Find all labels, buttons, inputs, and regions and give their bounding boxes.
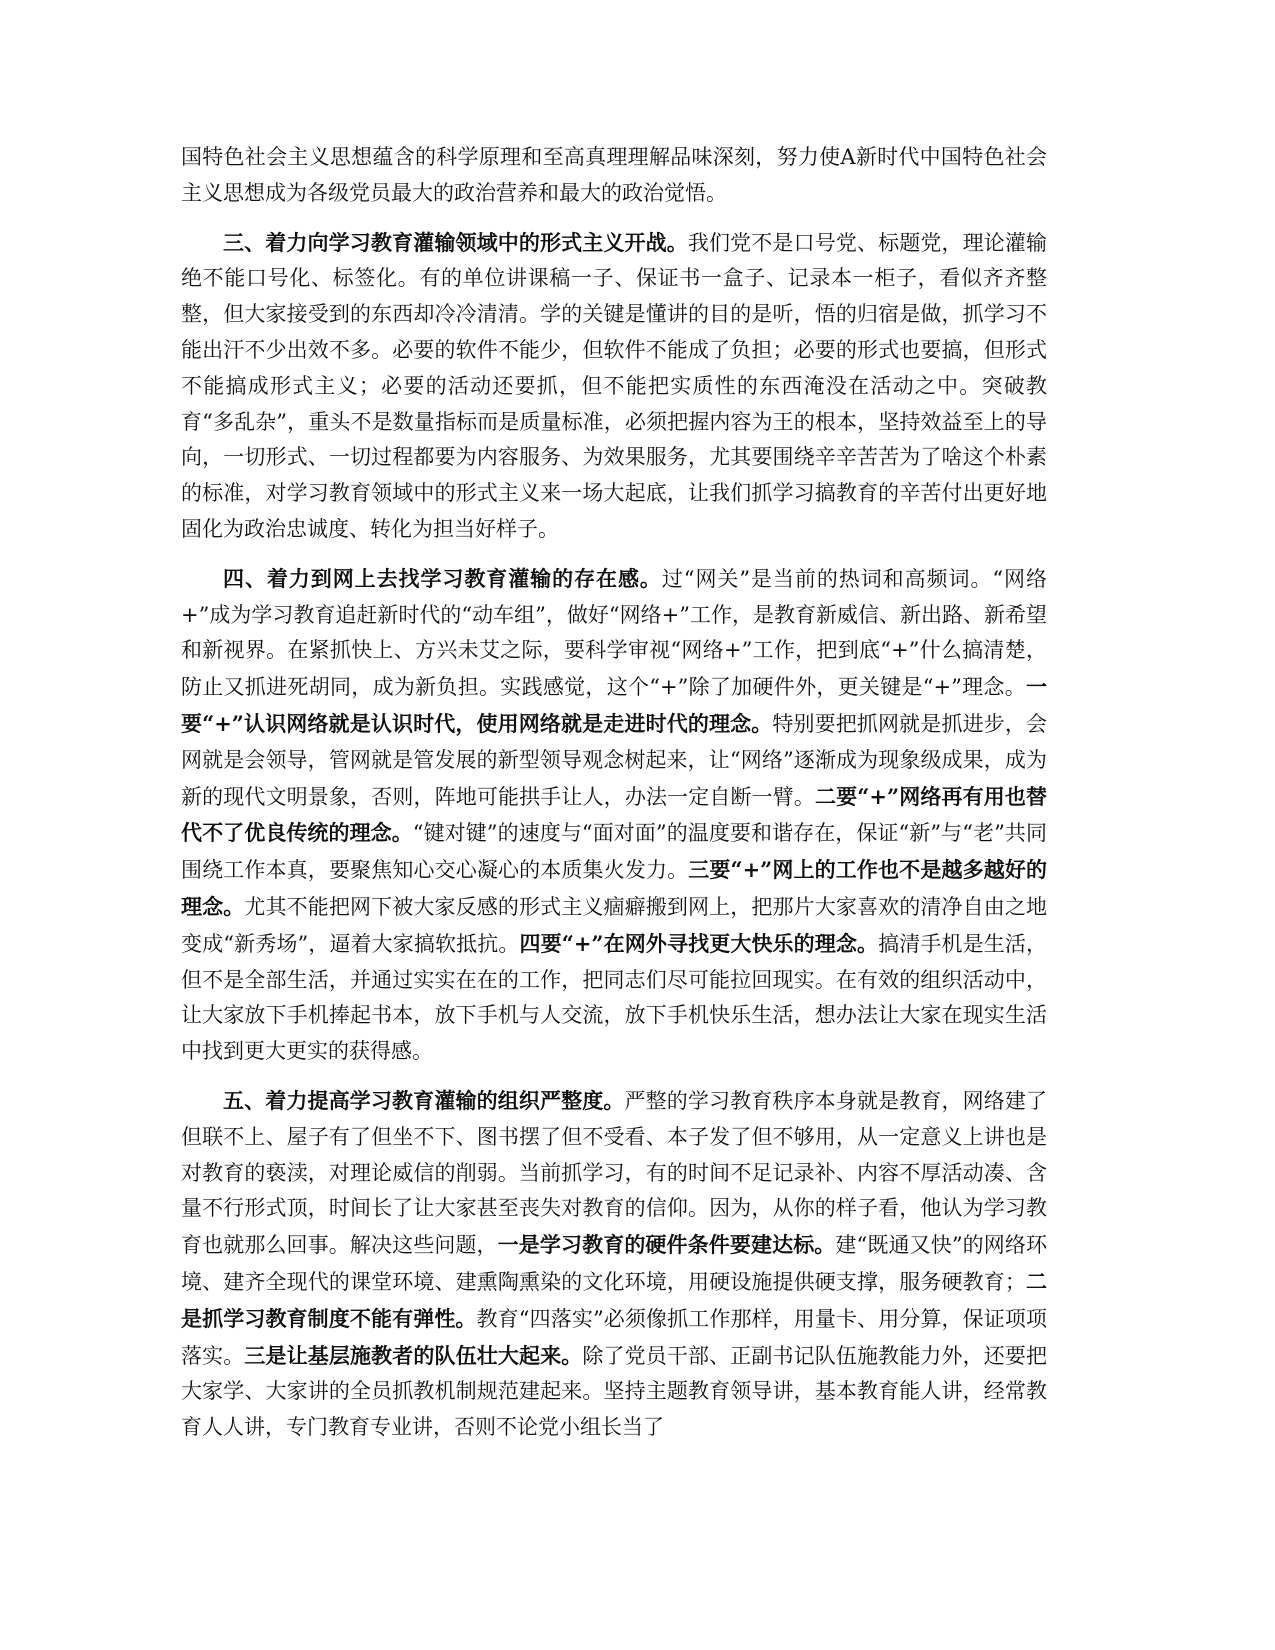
bold-point-one: 一是学习教育的硬件条件要建达标。: [497, 1232, 836, 1258]
bold-point-two: 二要“+”网络再有用也替代不了优良传统的理念。: [181, 783, 1047, 846]
paragraph-text: 建“既通又快”的网络环境、建齐全现代的课堂环境、建熏陶熏染的文化环境，用硬设施提供硬支撑，服务硬教育；: [181, 1233, 1047, 1294]
bold-point-three: 三是让基层施教者的队伍壮大起来。: [244, 1342, 583, 1368]
bold-point-two: 二是抓学习教育制度不能有弹性。: [181, 1268, 1047, 1331]
paragraph-text: 严整的学习教育秩序本身就是教育，网络建了但联不上、屋子有了但坐不下、图书摆了但不受看、本子发了但不够用，从一定意义上讲也是对教育的亵渎，对理论威信的削弱。当前抓学习，有的时间不足记录补、内容不厚活动凑、含量不行形式顶，时间长了让大家甚至丧失对教育的信仰。因为，从你的样子看，他认为学习教育也就那么回事。解决这些问题，: [181, 1088, 1047, 1258]
bold-point-three: 三要“+”网上的工作也不是越多越好的理念。: [181, 857, 1047, 919]
document-page: [181, 140, 1047, 1459]
paragraph-text: 尤其不能把网下被大家反感的形式主义痼癖搬到网上，把那片大家喜欢的清净自由之地变成“新秀场”，逼着大家搞软抵抗。: [181, 894, 1047, 956]
paragraph-section-four: [181, 561, 1047, 1070]
paragraph-text: 搞清手机是生活，但不是全部生活，并通过实实在在的工作，把同志们尽可能拉回现实。在有效的组织活动中，让大家放下手机捧起书本，放下手机与人交流，放下手机快乐生活，想办法让大家在现实生活中找到更大更实的获得感。: [181, 931, 1047, 1064]
paragraph-text: 国特色社会主义思想蕴含的科学原理和至高真理理解品味深刻，努力使A新时代中国特色社会主义思想成为各级党员最大的政治营养和最大的政治觉悟。: [181, 145, 1047, 205]
paragraph-text: 教育“四落实”必须像抓工作那样，用量卡、用分算，保证项项落实。: [181, 1306, 1047, 1368]
section-heading: 四、着力到网上去找学习教育灌输的存在感。: [223, 565, 662, 591]
paragraph-section-five: [181, 1083, 1047, 1446]
paragraph-intro-continuation: [181, 140, 1047, 212]
paragraph-text: 我们党不是口号党、标题党，理论灌输绝不能口号化、标签化。有的单位讲课稿一子、保证书一盒子、记录本一柜子，看似齐齐整整，但大家接受到的东西却冷冷清清。学的关键是懂讲的目的是听，悟的归宿是做，抓学习不能出汗不少出效不多。必要的软件不能少，但软件不能成了负担；必要的形式也要搞，但形式不能搞成形式主义；必要的活动还要抓，但不能把实质性的东西淹没在活动之中。突破教育“多乱杂”，重头不是数量指标而是质量标准，必须把握内容为王的根本，坚持效益至上的导向，一切形式、一切过程都要为内容服务、为效果服务，尤其要围绕辛辛苦苦为了啥这个朴素的标准，对学习教育领域中的形式主义来一场大起底，让我们抓学习搞教育的辛苦付出更好地固化为政治忠诚度、转化为担当好样子。: [181, 230, 1048, 541]
paragraph-section-three: [181, 225, 1047, 548]
section-heading: 三、着力向学习教育灌输领域中的形式主义开战。: [223, 229, 688, 255]
paragraph-text: 特别要把抓网就是抓进步，会网就是会领导，管网就是管发展的新型领导观念树起来，让“网络”逐渐成为现象级成果，成为新的现代文明景象，否则，阵地可能拱手让人，办法一定自断一臂。: [181, 711, 1047, 809]
bold-point-four: 四要“+”在网外寻找更大快乐的理念。: [519, 930, 879, 956]
section-heading: 五、着力提高学习教育灌输的组织严整度。: [223, 1087, 625, 1113]
paragraph-text: 除了党员干部、正副书记队伍施教能力外，还要把大家学、大家讲的全员抓教机制规范建起来。坚持主题教育领导讲，基本教育能人讲，经常教育人人讲，专门教育专业讲，否则不论党小组长当了: [181, 1343, 1047, 1440]
bold-point-one: 一要“+”认识网络就是认识时代，使用网络就是走进时代的理念。: [181, 674, 1047, 736]
paragraph-text: 过“网关”是当前的热词和高频词。“网络+”成为学习教育追赶新时代的“动车组”，做好“网络+”工作，是教育新威信、新出路、新希望和新视界。在紧抓快上、方兴未艾之际，要科学审视“网络+”工作，把到底“+”什么搞清楚，防止又抓进死胡同，成为新负担。实践感觉，这个“+”除了加硬件外，更关键是“+”理念。: [181, 566, 1047, 700]
paragraph-text: “键对键”的速度与“面对面”的温度要和谐存在，保证“新”与“老”共同围绕工作本真，要聚焦知心交心凝心的本质集火发力。: [181, 821, 1047, 883]
